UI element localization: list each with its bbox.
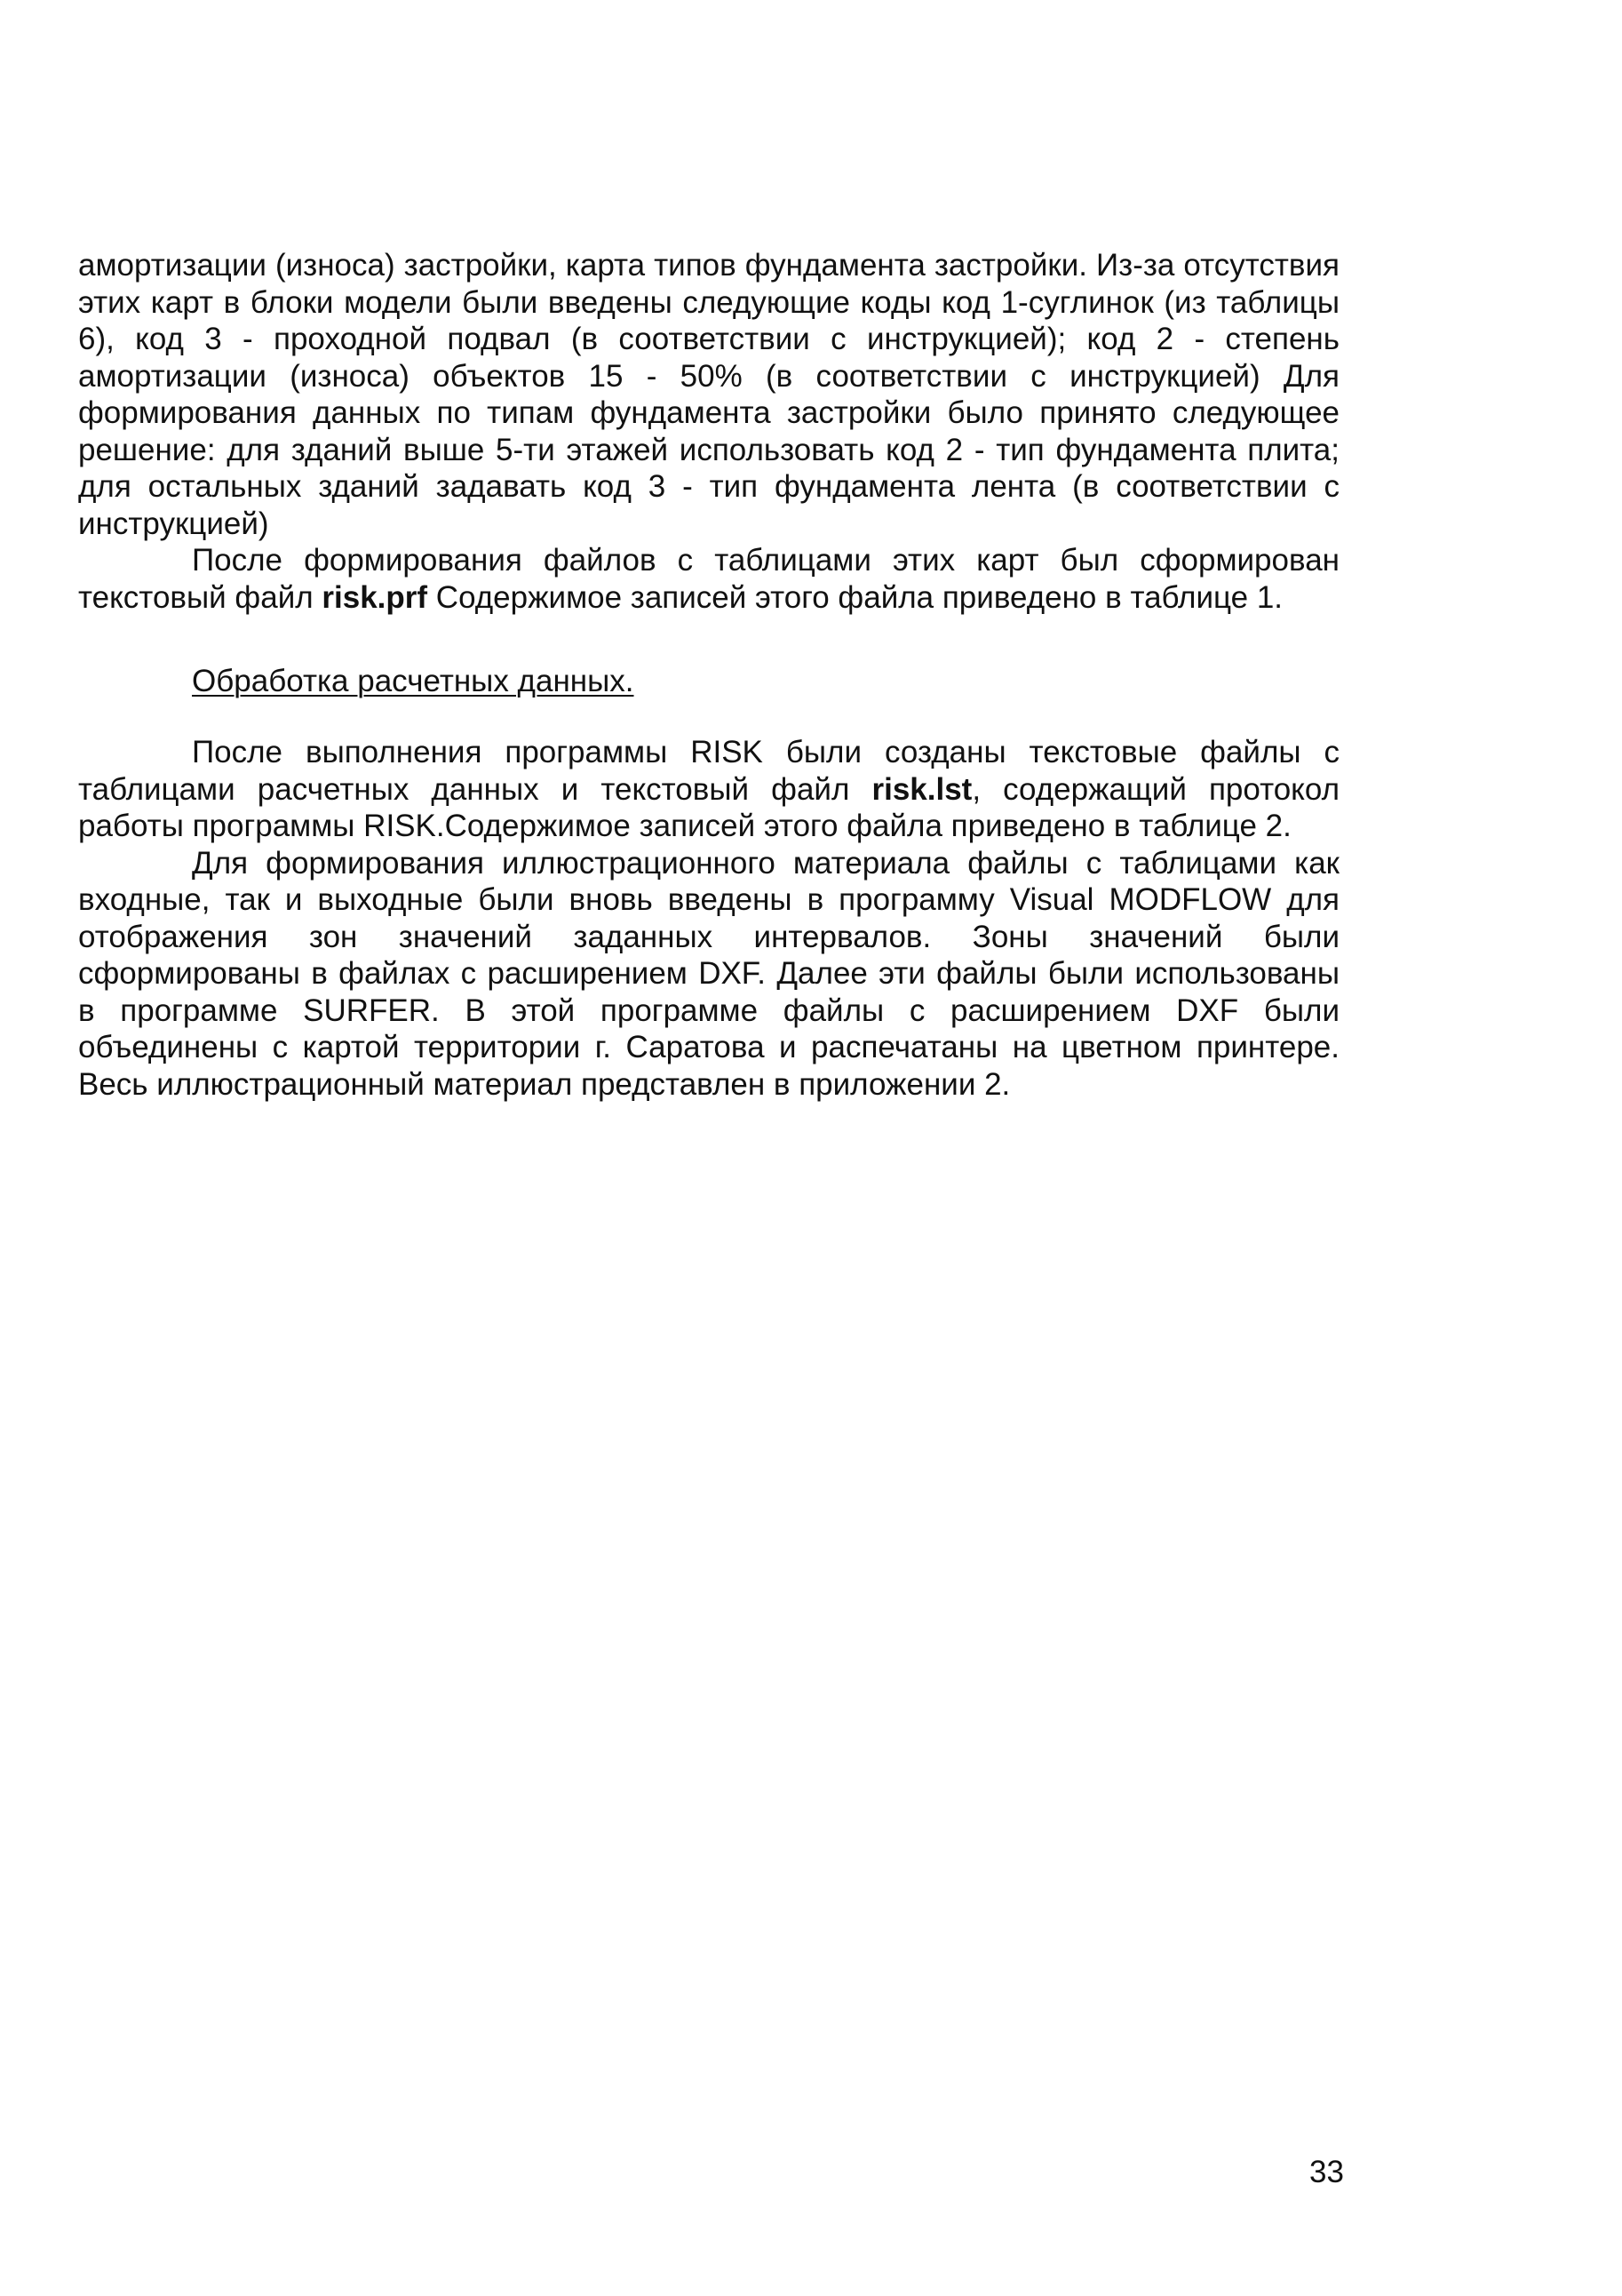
paragraph-text: Содержимое записей этого файла приведено в таблице 1. bbox=[427, 579, 1284, 615]
section-heading: Обработка расчетных данных. bbox=[192, 664, 634, 698]
paragraph-text: , содержащий протокол работы программы RISK.Содержимое записей этого файла приведено в таблице 2. bbox=[78, 771, 1340, 843]
filename-risk-prf: risk.prf bbox=[322, 579, 428, 615]
filename-risk-lst: risk.lst bbox=[871, 771, 973, 807]
text-section-1 bbox=[78, 247, 1340, 616]
text-section-2 bbox=[78, 734, 1340, 1103]
paragraph-text: После выполнения программы RISK были созданы текстовые файлы с таблицами расчетных данных и текстовый файл bbox=[78, 735, 1340, 807]
paragraph-text: После формирования файлов с таблицами этих карт был сформирован текстовый файл bbox=[78, 543, 1340, 615]
paragraph-risk-lst bbox=[78, 734, 1340, 845]
paragraph-risk-prf bbox=[78, 542, 1340, 616]
paragraph-illustrations: Для формирования иллюстрационного материала файлы с таблицами как входные, так и выходные были вновь введены в программу Visual MODFLOW для отображения зон значений заданных интервалов. Зоны значений были сформированы в файлах с расширением DXF. Далее эти файлы были использованы в программе SURFER. В этой программе файлы с расширением DXF были объединены с картой территории г. Саратова и распечатаны на цветном принтере. Весь иллюстрационный материал представлен в приложении 2. bbox=[78, 845, 1340, 1102]
paragraph-foundation-codes: амортизации (износа) застройки, карта типов фундамента застройки. Из-за отсутствия этих карт в блоки модели были введены следующие коды код 1-суглинок (из таблицы 6), код 3 - проходной подвал (в соответствии с инструкцией); код 2 - степень амортизации (износа) объектов 15 - 50% (в соответствии с инструкцией) Для формирования данных по типам фундамента застройки было принято следующее решение: для зданий выше 5-ти этажей использовать код 2 - тип фундамента плита; для остальных зданий задавать код 3 - тип фундамента лента (в соответствии с инструкцией) bbox=[78, 248, 1340, 541]
page-number: 33 bbox=[1309, 2155, 1344, 2189]
